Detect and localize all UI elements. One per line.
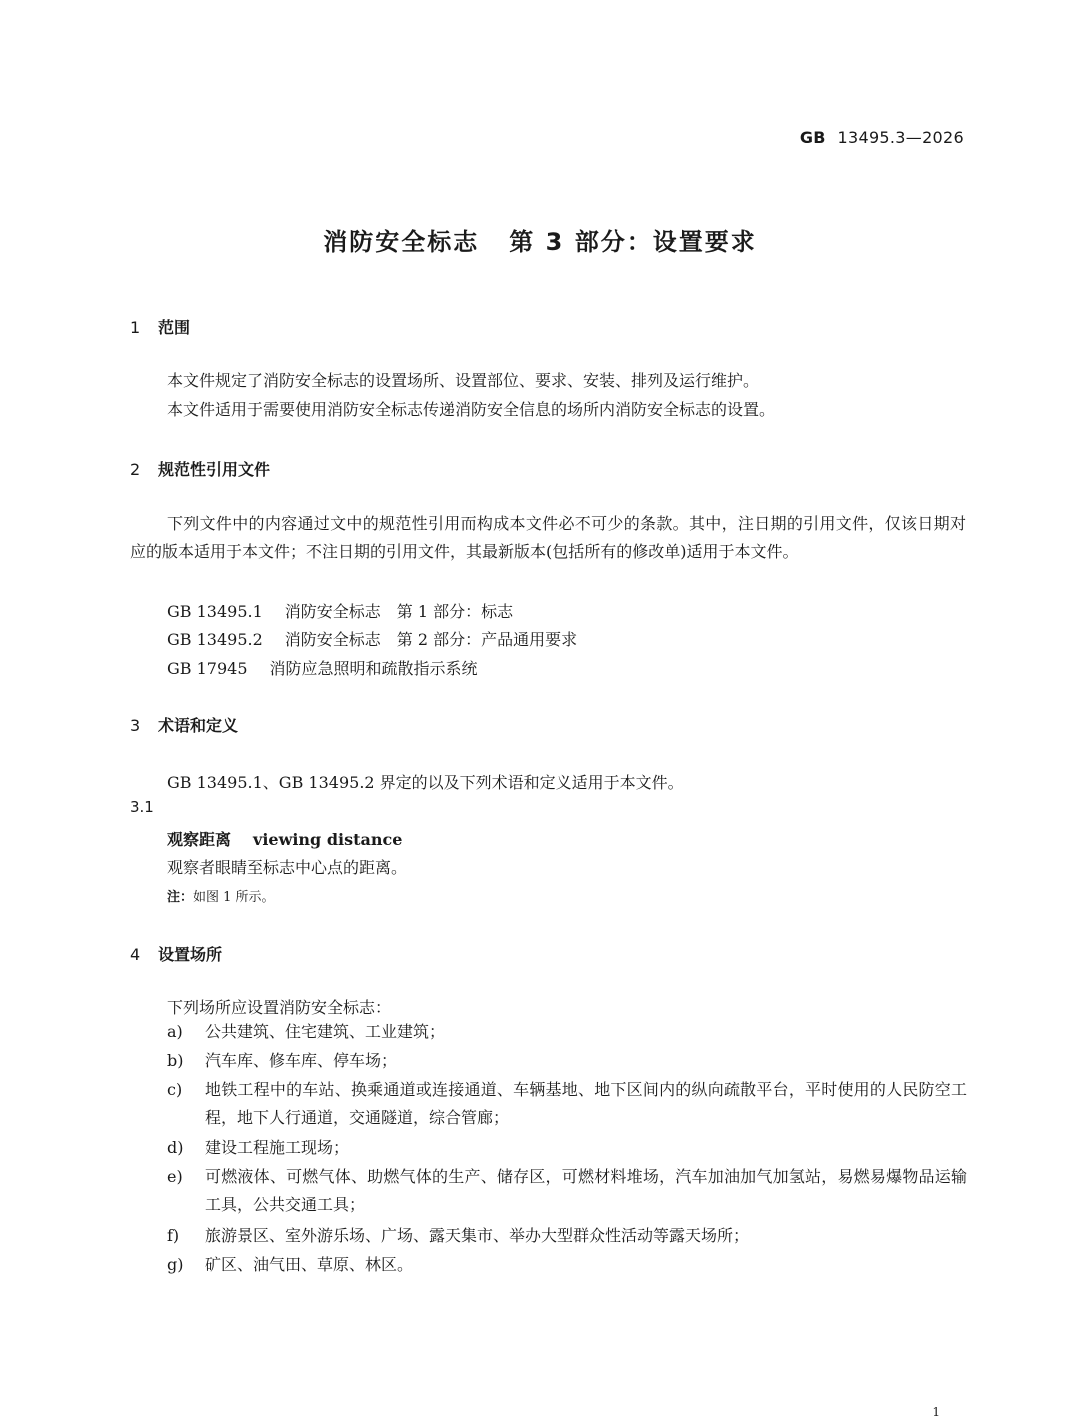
title-part1: 消防安全标志 bbox=[323, 228, 480, 256]
section-number: 4 bbox=[130, 945, 141, 964]
list-item bbox=[167, 1047, 967, 1075]
section-2-heading bbox=[130, 457, 270, 480]
list-item bbox=[167, 1018, 967, 1046]
list-item bbox=[167, 1134, 967, 1162]
reference-item bbox=[167, 656, 478, 679]
list-marker: g) bbox=[167, 1255, 184, 1274]
reference-title: 消防安全标志 第 2 部分：产品通用要求 bbox=[284, 630, 578, 649]
reference-item bbox=[167, 627, 577, 650]
reference-code: GB 13495.1 bbox=[167, 602, 263, 621]
list-text: 矿区、油气田、草原、林区。 bbox=[205, 1255, 414, 1274]
term-definition: 观察者眼睛至标志中心点的距离。 bbox=[167, 858, 408, 877]
section-number: 3 bbox=[130, 716, 141, 735]
list-marker: e) bbox=[167, 1167, 183, 1186]
section-2-intro: 下列文件中的内容通过文中的规范性引用而构成本文件必不可少的条款。其中，注日期的引用文件，仅该日期对应的版本适用于本文件；不注日期的引用文件，其最新版本(包括所有的修改单)适用于本文件。 bbox=[130, 514, 966, 561]
section-3-heading bbox=[130, 713, 238, 736]
section-number: 1 bbox=[130, 318, 141, 337]
section-title: 范围 bbox=[158, 318, 191, 337]
list-text: 公共建筑、住宅建筑、工业建筑； bbox=[205, 1022, 446, 1041]
list-text: 旅游景区、室外游乐场、广场、露天集市、举办大型群众性活动等露天场所； bbox=[205, 1226, 750, 1245]
doc-number: 13495.3—2026 bbox=[837, 128, 964, 147]
doc-prefix: GB bbox=[799, 128, 826, 147]
list-marker: f) bbox=[167, 1226, 180, 1245]
section-4-intro: 下列场所应设置消防安全标志： bbox=[167, 998, 392, 1017]
section-number: 2 bbox=[130, 460, 141, 479]
list-item bbox=[167, 1251, 967, 1279]
note-text: 如图 1 所示。 bbox=[193, 890, 275, 905]
reference-code: GB 13495.2 bbox=[167, 630, 263, 649]
list-marker: c) bbox=[167, 1080, 183, 1099]
list-marker: a) bbox=[167, 1022, 183, 1041]
list-marker: d) bbox=[167, 1138, 184, 1157]
list-item bbox=[167, 1076, 967, 1132]
term-chinese: 观察距离 bbox=[167, 830, 232, 849]
page-title bbox=[0, 222, 1080, 257]
section-4-heading bbox=[130, 942, 222, 965]
list-item bbox=[167, 1163, 967, 1219]
section-3-intro: GB 13495.1、GB 13495.2 界定的以及下列术语和定义适用于本文件。 bbox=[167, 773, 684, 792]
section-title: 设置场所 bbox=[158, 945, 223, 964]
reference-title: 消防安全标志 第 1 部分：标志 bbox=[284, 602, 514, 621]
section-1-paragraph-2: 本文件适用于需要使用消防安全标志传递消防安全信息的场所内消防安全标志的设置。 bbox=[167, 400, 776, 419]
list-text: 地铁工程中的车站、换乘通道或连接通道、车辆基地、地下区间内的纵向疏散平台，平时使用的人民防空工程，地下人行通道，交通隧道，综合管廊； bbox=[205, 1080, 967, 1127]
section-1-heading bbox=[130, 315, 190, 338]
document-code bbox=[800, 128, 964, 147]
section-title: 术语和定义 bbox=[158, 716, 239, 735]
list-marker: b) bbox=[167, 1051, 184, 1070]
list-text: 可燃液体、可燃气体、助燃气体的生产、储存区，可燃材料堆场，汽车加油加气加氢站，易燃易爆物品运输工具，公共交通工具； bbox=[205, 1167, 967, 1214]
note-label: 注： bbox=[167, 890, 194, 905]
subsection-number: 3.1 bbox=[130, 798, 154, 816]
list-item bbox=[167, 1222, 967, 1250]
reference-item bbox=[167, 599, 513, 622]
term-entry bbox=[167, 827, 402, 850]
reference-code: GB 17945 bbox=[167, 659, 248, 678]
term-english: viewing distance bbox=[253, 830, 403, 849]
list-text: 汽车库、修车库、停车场； bbox=[205, 1051, 398, 1070]
page-number: 1 bbox=[932, 1405, 940, 1419]
section-1-paragraph-1: 本文件规定了消防安全标志的设置场所、设置部位、要求、安装、排列及运行维护。 bbox=[167, 371, 760, 390]
list-text: 建设工程施工现场； bbox=[205, 1138, 350, 1157]
term-note bbox=[167, 886, 275, 905]
title-part2: 第 3 部分：设置要求 bbox=[509, 228, 757, 256]
section-title: 规范性引用文件 bbox=[158, 460, 271, 479]
reference-title: 消防应急照明和疏散指示系统 bbox=[269, 659, 478, 678]
